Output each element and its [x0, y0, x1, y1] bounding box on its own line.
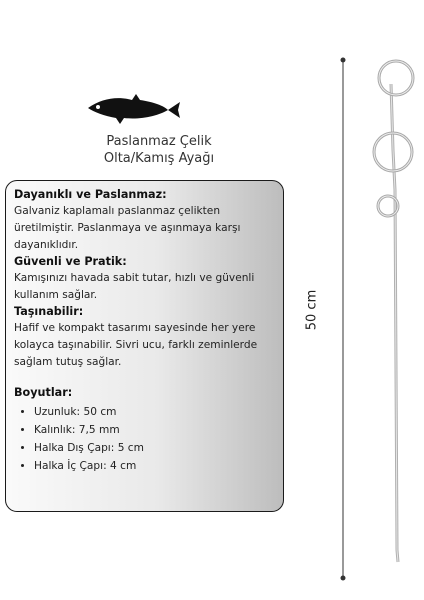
feature-text-durable: Galvaniz kaplamalı paslanmaz çelikten üretilmiştir. Paslanmaya ve aşınmaya karşı dayanıklıdır.	[14, 205, 241, 251]
dimension-end-dot	[341, 576, 346, 581]
product-title-line1: Paslanmaz Çelik	[106, 134, 212, 149]
product-title-line2: Olta/Kamış Ayağı	[103, 151, 215, 166]
product-title	[74, 133, 244, 167]
specs-list	[14, 403, 275, 475]
fish-logo-icon	[84, 84, 204, 130]
spec-ring-inner: • Halka İç Çapı: 4 cm	[34, 457, 275, 475]
dimension-label: 50 cm	[304, 289, 320, 331]
spec-length: • Uzunluk: 50 cm	[34, 403, 275, 421]
feature-heading-durable: Dayanıklı ve Paslanmaz:	[14, 188, 167, 201]
dimension-start-dot	[341, 58, 346, 63]
specs-heading: Boyutlar:	[14, 386, 73, 399]
feature-heading-safe: Güvenli ve Pratik:	[14, 255, 127, 268]
spec-ring-outer: • Halka Dış Çapı: 5 cm	[34, 439, 275, 457]
spec-thickness: • Kalınlık: 7,5 mm	[34, 421, 275, 439]
feature-panel	[5, 180, 284, 512]
feature-heading-portable: Taşınabilir:	[14, 305, 84, 318]
brand-logo	[84, 84, 204, 130]
feature-text-safe: Kamışınızı havada sabit tutar, hızlı ve güvenli kullanım sağlar.	[14, 272, 255, 301]
feature-text-portable: Hafif ve kompakt tasarımı sayesinde her yere kolayca taşınabilir. Sivri ucu, farklı zeminlerde sağlam tutuş sağlar.	[14, 322, 258, 368]
